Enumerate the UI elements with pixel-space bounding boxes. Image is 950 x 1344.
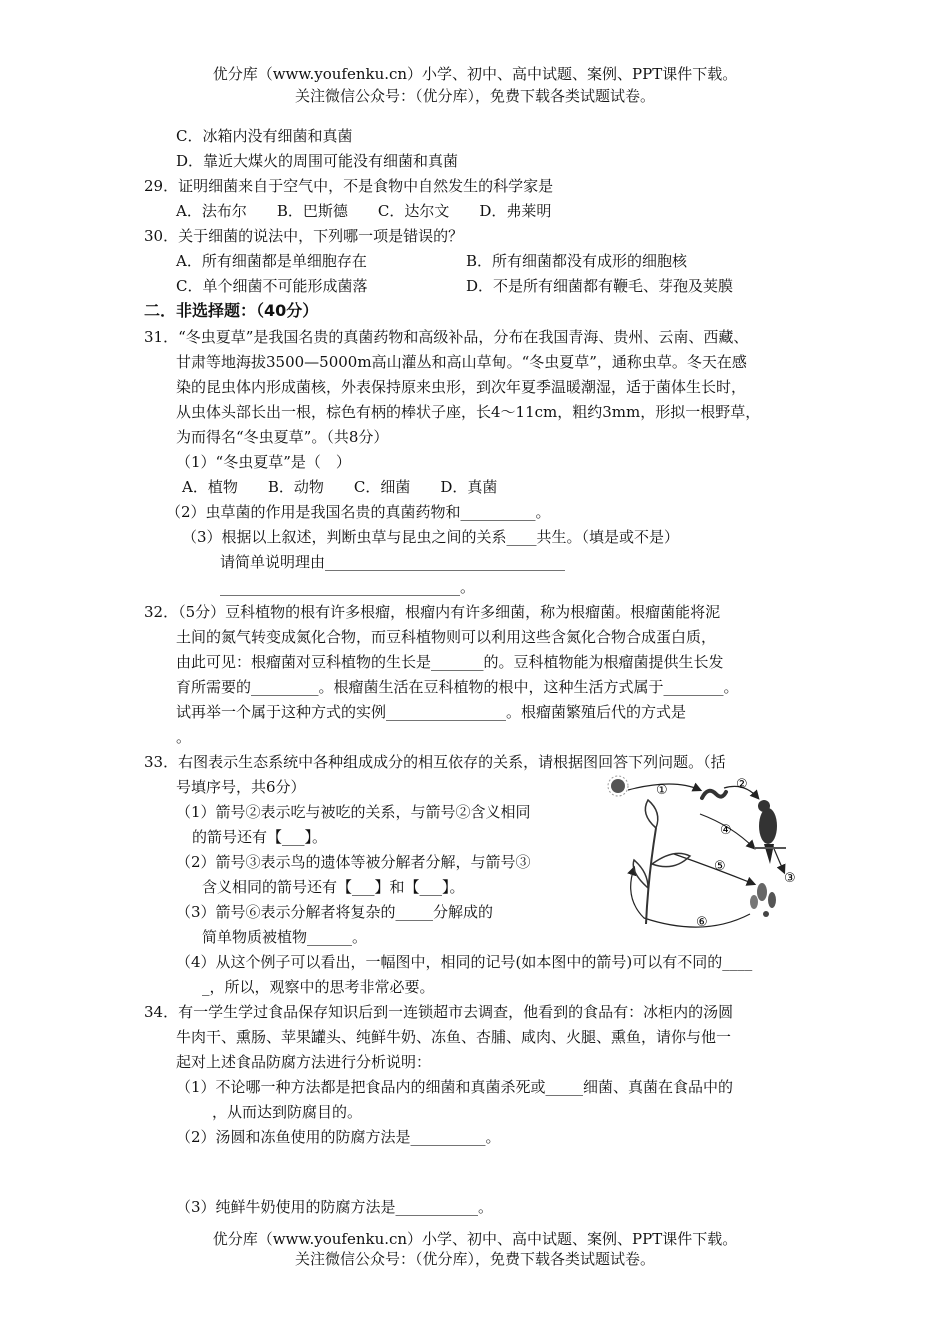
header-line-1: 优分库（www.youfenku.cn）小学、初中、高中试题、案例、PPT课件下载。 [212,65,738,83]
q32-line: 试再举一个属于这种方式的实例________________。根瘤菌繁殖后代的方式是 [176,703,687,721]
label-6: ⑥ [696,915,708,930]
q33-sub2-cont: 含义相同的箭号还有【___】和【___】。 [202,878,465,896]
q34-sub1-cont: ，从而达到防腐目的。 [212,1103,363,1121]
q33-sub3: （3）箭号⑥表示分解者将复杂的_____分解成的 [176,903,494,921]
q31-sub1-options: A．植物 B．动物 C．细菌 D．真菌 [182,478,498,496]
q32-line: 育所需要的_________。根瘤菌生活在豆科植物的根中，这种生活方式属于________。 [176,678,739,696]
label-5: ⑤ [714,859,726,874]
label-1: ① [656,783,668,798]
option-30b: B．所有细菌都没有成形的细胞核 [466,252,688,270]
label-3: ③ [784,871,796,886]
q33-sub4-cont: _，所以，观察中的思考非常必要。 [202,978,435,996]
q34-sub2: （2）汤圆和冻鱼使用的防腐方法是__________。 [176,1128,501,1146]
question-32: 32．（5分）豆科植物的根有许多根瘤，根瘤内有许多细菌，称为根瘤菌。根瘤菌能将泥 [144,603,721,621]
question-33: 33．右图表示生态系统中各种组成成分的相互依存的关系，请根据图回答下列问题。（括 [144,753,726,771]
decomposer-icon [750,883,776,917]
q32-line: 土间的氮气转变成氮化合物，而豆科植物则可以利用这些含氮化合物合成蛋白质， [176,628,717,646]
ecosystem-diagram [604,768,814,938]
q31-reason-blank: ________________________________。 [220,578,476,596]
q31-reason: 请简单说明理由________________________________ [220,553,566,571]
plant-icon [633,800,690,924]
question-29: 29．证明细菌来自于空气中，不是食物中自然发生的科学家是 [144,177,554,195]
q33-sub2: （2）箭号③表示鸟的遗体等被分解者分解，与箭号③ [176,853,531,871]
bird-icon [754,800,786,864]
q34-sub3: （3）纯鲜牛奶使用的防腐方法是___________。 [176,1198,494,1216]
q32-line: 。 [176,728,192,746]
q31-sub2: （2）虫草菌的作用是我国名贵的真菌药物和__________。 [166,503,551,521]
q34-line: 牛肉干、熏肠、苹果罐头、纯鲜牛奶、冻鱼、杏脯、咸肉、火腿、熏鱼，请你与他一 [176,1028,732,1046]
footer-line-1: 优分库（www.youfenku.cn）小学、初中、高中试题、案例、PPT课件下载。 [212,1230,738,1248]
q31-sub1: （1）“冬虫夏草”是（ ） [176,453,351,471]
question-30: 30．关于细菌的说法中，下列哪一项是错误的？ [144,227,464,245]
section-title: 二．非选择题：（40分） [144,301,319,320]
option-28c: C．冰箱内没有细菌和真菌 [176,127,353,145]
q33-sub1: （1）箭号②表示吃与被吃的关系，与箭号②含义相同 [176,803,531,821]
label-4: ④ [720,823,732,838]
options-29: A．法布尔 B．巴斯德 C．达尔文 D．弗莱明 [176,202,552,220]
question-31: 31．“冬虫夏草”是我国名贵的真菌药物和高级补品，分布在我国青海、贵州、云南、西藏、 [144,328,749,346]
q34-sub1: （1）不论哪一种方法都是把食品内的细菌和真菌杀死或_____细菌、真菌在食品中的 [176,1078,734,1096]
option-30d: D．不是所有细菌都有鞭毛、芽孢及荚膜 [466,277,734,295]
option-28d: D．靠近大煤火的周围可能没有细菌和真菌 [176,152,459,170]
option-30c: C．单个细菌不可能形成菌落 [176,277,368,295]
option-30a: A．所有细菌都是单细胞存在 [176,252,367,270]
q33-sub1-cont: 的箭号还有【___】。 [192,828,328,846]
q31-sub3: （3）根据以上叙述，判断虫草与昆虫之间的关系____共生。（填是或不是） [182,528,680,546]
q33-line: 号填序号，共6分） [176,778,306,796]
q32-line: 由此可见：根瘤菌对豆科植物的生长是_______的。豆科植物能为根瘤菌提供生长发 [176,653,724,671]
q33-sub3-cont: 简单物质被植物______。 [202,928,368,946]
label-2: ② [736,777,748,792]
q31-line: 为而得名“冬虫夏草”。（共8分） [176,428,389,446]
footer-line-2: 关注微信公众号：（优分库），免费下载各类试题试卷。 [294,1250,655,1268]
header-line-2: 关注微信公众号：（优分库），免费下载各类试题试卷。 [294,87,655,105]
caterpillar-icon [702,791,726,798]
q31-line: 甘肃等地海拔3500—5000m高山灌丛和高山草甸。“冬虫夏草”，通称虫草。冬天在感 [176,353,747,371]
q34-line: 起对上述食品防腐方法进行分析说明： [176,1053,432,1071]
q33-sub4: （4）从这个例子可以看出，一幅图中，相同的记号(如本图中的箭号)可以有不同的____ [176,953,753,971]
q31-line: 染的昆虫体内形成菌核，外表保持原来虫形，到次年夏季温暖潮湿，适于菌体生长时， [176,378,747,396]
question-34: 34．有一学生学过食品保存知识后到一连锁超市去调查，他看到的食品有：冰柜内的汤圆 [144,1003,734,1021]
q31-line: 从虫体头部长出一根，棕色有柄的棒状子座，长4～11cm，粗约3mm，形拟一根野草， [176,403,761,421]
sun-icon [608,776,628,796]
